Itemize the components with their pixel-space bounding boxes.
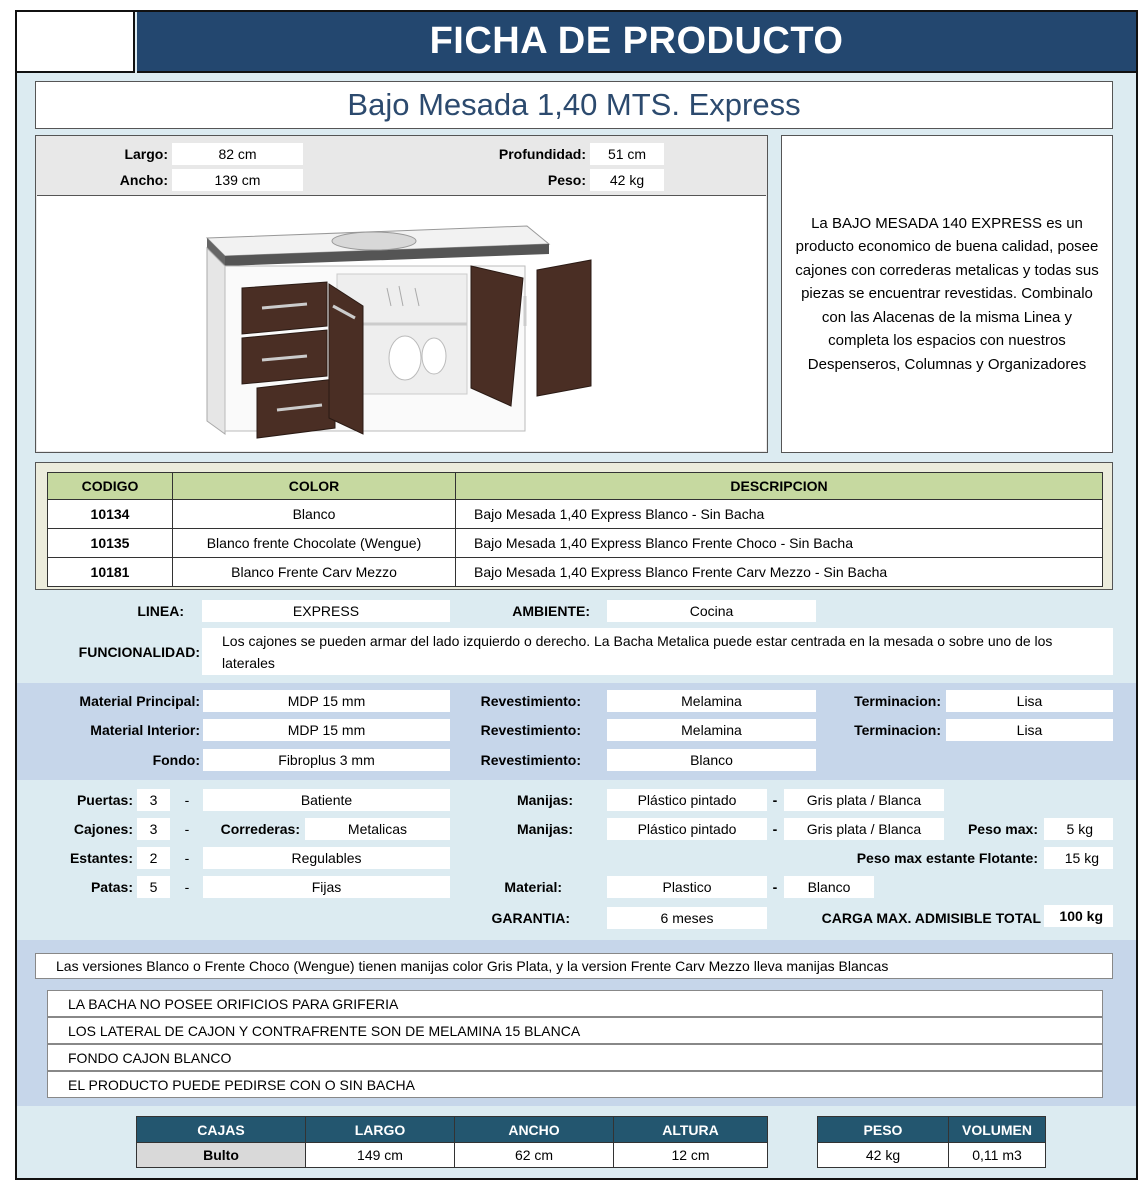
linea-label: LINEA: xyxy=(137,603,184,619)
cajones-qty: 3 xyxy=(137,818,170,840)
largo-label: Largo: xyxy=(124,146,168,162)
ambiente-value: Cocina xyxy=(607,600,816,622)
peso-cell: 42 kg xyxy=(818,1143,949,1168)
dash: - xyxy=(772,879,778,895)
revestimiento-value: Blanco xyxy=(607,749,816,771)
manijas-material: Plástico pintado xyxy=(607,818,767,840)
garantia-label: GARANTIA: xyxy=(491,910,570,926)
table-row xyxy=(48,500,1103,529)
material-interior-label: Material Interior: xyxy=(90,722,200,738)
material-interior-value: MDP 15 mm xyxy=(203,719,450,741)
patas-type: Fijas xyxy=(203,876,450,898)
manijas-label: Manijas: xyxy=(516,792,573,808)
estantes-label: Estantes: xyxy=(69,850,133,866)
peso-max-label: Peso max: xyxy=(967,821,1038,837)
volumen-header: VOLUMEN xyxy=(949,1117,1046,1143)
material-color: Blanco xyxy=(784,876,874,898)
material-label: Material: xyxy=(504,879,562,895)
weight-header-row xyxy=(818,1117,1046,1143)
weight-table xyxy=(817,1116,1046,1168)
dash: - xyxy=(184,821,190,837)
logo-area xyxy=(17,12,135,73)
puertas-label: Puertas: xyxy=(76,792,133,808)
table-row xyxy=(48,558,1103,587)
codigo-cell: 10134 xyxy=(48,500,173,529)
manijas-label: Manijas: xyxy=(516,821,573,837)
ancho-header: ANCHO xyxy=(455,1117,614,1143)
caja-cell: Bulto xyxy=(137,1143,306,1168)
cajones-label: Cajones: xyxy=(73,821,133,837)
terminacion-value: Lisa xyxy=(946,719,1113,741)
revestimiento-label: Revestimiento: xyxy=(480,722,581,738)
ancho-value: 139 cm xyxy=(172,169,303,191)
table-row xyxy=(48,529,1103,558)
correderas-label: Correderas: xyxy=(220,821,300,837)
revestimiento-label: Revestimiento: xyxy=(480,693,581,709)
table-row xyxy=(137,1143,768,1168)
terminacion-label: Terminacion: xyxy=(854,722,941,738)
packaging-header-row xyxy=(137,1117,768,1143)
correderas-value: Metalicas xyxy=(305,818,450,840)
funcionalidad-value: Los cajones se pueden armar del lado izquierdo o derecho. La Bacha Metalica puede estar centrada en la mesada o sobre uno de los laterales xyxy=(202,628,1113,675)
page-title: FICHA DE PRODUCTO xyxy=(137,12,1136,73)
funcionalidad-label: FUNCIONALIDAD: xyxy=(78,644,200,660)
codigo-header: CODIGO xyxy=(48,473,173,500)
altura-cell: 12 cm xyxy=(614,1143,768,1168)
color-header: COLOR xyxy=(173,473,456,500)
garantia-value: 6 meses xyxy=(607,907,767,929)
peso-header: PESO xyxy=(818,1117,949,1143)
ancho-label: Ancho: xyxy=(119,172,168,188)
fondo-label: Fondo: xyxy=(152,752,200,768)
largo-value: 82 cm xyxy=(172,143,303,165)
peso-estante-label: Peso max estante Flotante: xyxy=(856,850,1038,866)
manijas-color: Gris plata / Blanca xyxy=(784,818,944,840)
material-principal-label: Material Principal: xyxy=(79,693,200,709)
product-description: La BAJO MESADA 140 EXPRESS es un producto economico de buena calidad, posee cajones con correderas metalicas y todas sus piezas se encuentrar revestidas. Combinalo con las Alacenas de la misma Linea y completa los espacios con nuestros Despenseros, Columnas y Organizadores xyxy=(781,135,1113,453)
ancho-cell: 62 cm xyxy=(455,1143,614,1168)
color-cell: Blanco Frente Carv Mezzo xyxy=(173,558,456,587)
codigo-cell: 10135 xyxy=(48,529,173,558)
largo-cell: 149 cm xyxy=(306,1143,455,1168)
dash: - xyxy=(184,850,190,866)
dash: - xyxy=(772,792,778,808)
manijas-color: Gris plata / Blanca xyxy=(784,789,944,811)
color-cell: Blanco frente Chocolate (Wengue) xyxy=(173,529,456,558)
material-principal-value: MDP 15 mm xyxy=(203,690,450,712)
revestimiento-label: Revestimiento: xyxy=(480,752,581,768)
patas-label: Patas: xyxy=(90,879,133,895)
list-item: FONDO CAJON BLANCO xyxy=(47,1044,1103,1071)
terminacion-value: Lisa xyxy=(946,690,1113,712)
altura-header: ALTURA xyxy=(614,1117,768,1143)
product-image xyxy=(37,195,766,451)
packaging-table xyxy=(136,1116,768,1168)
profundidad-label: Profundidad: xyxy=(498,146,586,162)
list-item: LA BACHA NO POSEE ORIFICIOS PARA GRIFERIA xyxy=(47,990,1103,1017)
color-cell: Blanco xyxy=(173,500,456,529)
manijas-material: Plástico pintado xyxy=(607,789,767,811)
carga-value: 100 kg xyxy=(1044,905,1113,927)
dash: - xyxy=(184,792,190,808)
puertas-type: Batiente xyxy=(203,789,450,811)
peso-estante-value: 15 kg xyxy=(1044,847,1113,869)
cabinet-illustration xyxy=(37,196,766,452)
fondo-value: Fibroplus 3 mm xyxy=(203,749,450,771)
patas-qty: 5 xyxy=(137,876,170,898)
descripcion-cell: Bajo Mesada 1,40 Express Blanco - Sin Bacha xyxy=(456,500,1103,529)
peso-label: Peso: xyxy=(547,172,586,188)
peso-max-value: 5 kg xyxy=(1044,818,1113,840)
cajas-header: CAJAS xyxy=(137,1117,306,1143)
material-value: Plastico xyxy=(607,876,767,898)
estantes-qty: 2 xyxy=(137,847,170,869)
list-item: EL PRODUCTO PUEDE PEDIRSE CON O SIN BACHA xyxy=(47,1071,1103,1098)
table-row xyxy=(818,1143,1046,1168)
estantes-type: Regulables xyxy=(203,847,450,869)
codes-header-row xyxy=(48,473,1103,500)
profundidad-value: 51 cm xyxy=(590,143,664,165)
codigo-cell: 10181 xyxy=(48,558,173,587)
terminacion-label: Terminacion: xyxy=(854,693,941,709)
peso-value: 42 kg xyxy=(590,169,664,191)
revestimiento-value: Melamina xyxy=(607,719,816,741)
list-item: LOS LATERAL DE CAJON Y CONTRAFRENTE SON DE MELAMINA 15 BLANCA xyxy=(47,1017,1103,1044)
descripcion-header: DESCRIPCION xyxy=(456,473,1103,500)
volumen-cell: 0,11 m3 xyxy=(949,1143,1046,1168)
versions-note: Las versiones Blanco o Frente Choco (Wengue) tienen manijas color Gris Plata, y la version Frente Carv Mezzo lleva manijas Blancas xyxy=(35,953,1113,979)
carga-label: CARGA MAX. ADMISIBLE TOTAL xyxy=(821,910,1041,926)
revestimiento-value: Melamina xyxy=(607,690,816,712)
largo-header: LARGO xyxy=(306,1117,455,1143)
descripcion-cell: Bajo Mesada 1,40 Express Blanco Frente Carv Mezzo - Sin Bacha xyxy=(456,558,1103,587)
dash: - xyxy=(772,821,778,837)
descripcion-cell: Bajo Mesada 1,40 Express Blanco Frente Choco - Sin Bacha xyxy=(456,529,1103,558)
codes-table xyxy=(47,472,1103,587)
product-name: Bajo Mesada 1,40 MTS. Express xyxy=(35,81,1113,129)
linea-value: EXPRESS xyxy=(202,600,450,622)
dash: - xyxy=(184,879,190,895)
ambiente-label: AMBIENTE: xyxy=(512,603,590,619)
puertas-qty: 3 xyxy=(137,789,170,811)
